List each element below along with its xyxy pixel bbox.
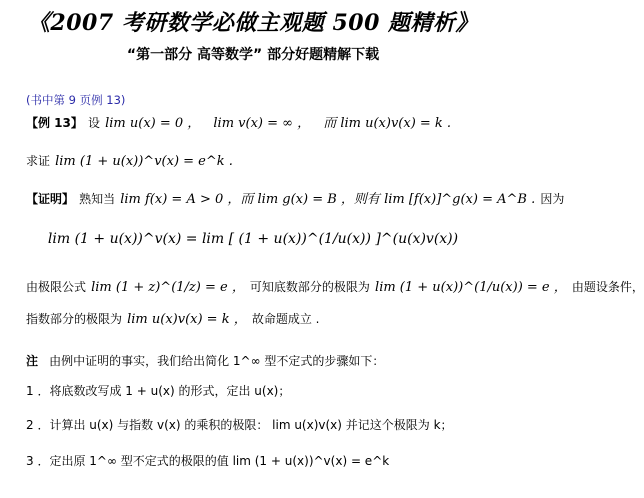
- limit-text-a: 由极限公式: [26, 280, 87, 294]
- example-statement: [26, 112, 451, 131]
- note-line: [26, 350, 384, 369]
- given-2: lim v(x) = ∞ ，: [213, 116, 311, 131]
- display-formula-block: [0, 228, 506, 247]
- note-label: 注: [26, 354, 39, 368]
- limit-line: [26, 276, 644, 295]
- display-formula: lim (1 + u(x))^v(x) = lim [ (1 + u(x))^(1/u(x)) ]^(u(x)v(x)): [47, 231, 459, 247]
- proof-text-a: 熟知当: [79, 192, 116, 206]
- proof-text-c: 因为: [540, 192, 565, 206]
- document-title: 《2007 考研数学必做主观题 500 题精析》: [27, 10, 479, 36]
- example-label: 【例 13】: [26, 116, 83, 130]
- step-1: 1 ．将底数改写成 1 + u(x) 的形式，定出 u(x)；: [26, 384, 291, 398]
- proof-label: 【证明】: [26, 192, 75, 206]
- exponent-line: [26, 308, 319, 327]
- document-subtitle: “第一部分 高等数学” 部分好题精解下载: [126, 47, 380, 63]
- exponent-text-a: 指数部分的极限为: [26, 312, 123, 326]
- exponent-limit: lim u(x)v(x) = k ，: [127, 312, 247, 327]
- prove-pre: 求证: [26, 154, 51, 168]
- note-text: 由例中证明的事实，我们给出简化 1^∞ 型不定式的步骤如下：: [49, 354, 385, 368]
- prove-formula: lim (1 + u(x))^v(x) = e^k .: [55, 154, 233, 169]
- prove-statement: [26, 150, 233, 169]
- proof-line-1: [26, 188, 564, 207]
- given-1: lim u(x) = 0 ，: [105, 116, 201, 131]
- step-2: 2 ．计算出 u(x) 与指数 v(x) 的乘积的极限： lim u(x)v(x) 并记这个极限为 k；: [26, 418, 453, 432]
- limit-text-c: 由题设条件，: [571, 280, 644, 294]
- exponent-text-b: 故命题成立 .: [251, 312, 320, 326]
- proof-formula-1: lim f(x) = A > 0 ，而 lim g(x) = B ，则有 lim [f(x)]^g(x) = A^B .: [120, 192, 536, 207]
- page-reference: (书中第 9 页例 13): [26, 93, 126, 107]
- base-limit: lim (1 + u(x))^(1/u(x)) = e ，: [375, 280, 567, 295]
- example-pre: 设: [87, 116, 100, 130]
- given-3: 而 lim u(x)v(x) = k .: [323, 116, 452, 131]
- limit-text-b: 可知底数部分的极限为: [249, 280, 370, 294]
- limit-formula: lim (1 + z)^(1/z) = e ，: [91, 280, 245, 295]
- step-3: 3 ．定出原 1^∞ 型不定式的极限的值 lim (1 + u(x))^v(x) = e^k: [26, 454, 390, 468]
